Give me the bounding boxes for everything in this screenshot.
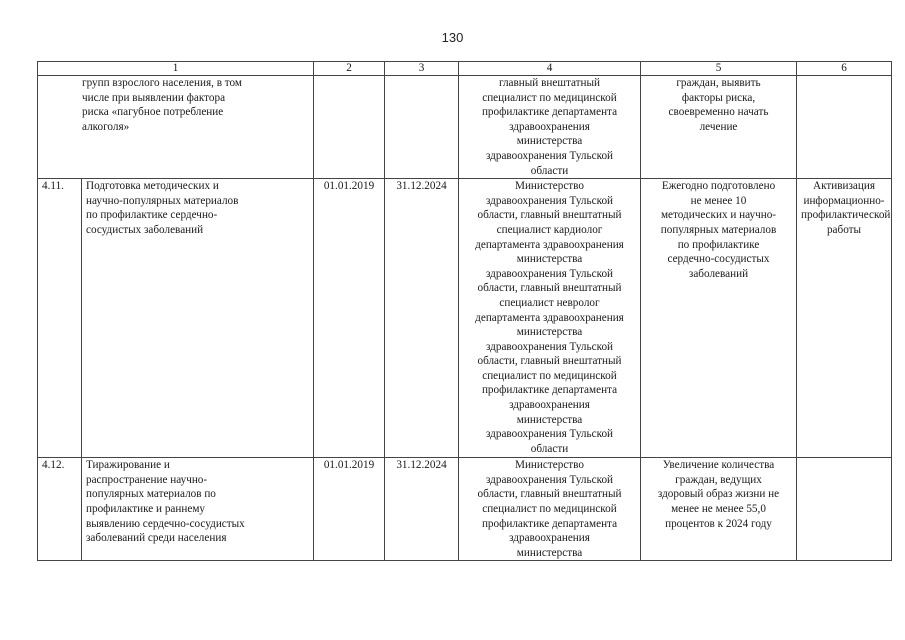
executor-line: департамента здравоохранения [475, 238, 624, 251]
link-cell [797, 76, 892, 179]
header-col-3: 3 [385, 62, 459, 76]
executor-line: министерства [516, 413, 583, 426]
executor-line: специалист по медицинской [482, 502, 617, 515]
result-line: популярных материалов [660, 223, 777, 236]
executor-line: специалист кардиолог [496, 223, 603, 236]
result-cell [641, 179, 797, 458]
table-row [38, 179, 892, 458]
measure-name-line: групп взрослого населения, в том [82, 77, 242, 89]
header-col-1: 1 [38, 62, 314, 76]
result-line: сердечно-сосудистых [667, 253, 770, 266]
result-cell [641, 458, 797, 561]
measure-name-line: сосудистых заболеваний [86, 223, 204, 236]
link-cell [797, 179, 892, 458]
executor-line: здравоохранения [509, 532, 590, 545]
result-line: по профилактике [677, 238, 760, 251]
measure-number-cell: 4.12. [38, 458, 82, 561]
executor-line: здравоохранения Тульской [485, 149, 614, 162]
measure-name-line: по профилактике сердечно- [86, 209, 218, 222]
executor-line: области, главный внештатный [477, 209, 622, 222]
result-cell [641, 76, 797, 179]
end-date-cell: 31.12.2024 [385, 179, 459, 458]
measure-name-cell [82, 458, 314, 561]
start-date-cell [314, 76, 385, 179]
executor-line: здравоохранения Тульской [485, 428, 614, 441]
link-line: информационно- [803, 194, 885, 207]
executor-line: министерства [516, 546, 583, 559]
executor-line: области, главный внештатный [477, 282, 622, 295]
result-line: граждан, ведущих [675, 473, 762, 486]
result-line: не менее 10 [690, 194, 747, 207]
executor-line: профилактике департамента [481, 106, 618, 119]
executor-line: здравоохранения [509, 399, 590, 412]
executor-line: министерства [516, 135, 583, 148]
executor-line: Министерство [515, 459, 584, 472]
link-line: Активизация [812, 180, 876, 193]
executor-line: департамента здравоохранения [475, 311, 624, 324]
measure-name-line: профилактике и раннему [86, 502, 205, 515]
result-line: методических и научно- [660, 209, 777, 222]
measure-name-line: заболеваний среди населения [86, 532, 227, 545]
executor-line: министерства [516, 326, 583, 339]
executor-line: здравоохранения Тульской [485, 473, 614, 486]
result-line: Ежегодно подготовлено [661, 180, 776, 193]
header-col-6: 6 [797, 62, 892, 76]
measure-name-line: выявлению сердечно-сосудистых [86, 517, 245, 530]
executor-line: министерства [516, 253, 583, 266]
measure-number-cell: 4.11. [38, 179, 82, 458]
executor-line: главный внештатный [498, 77, 601, 89]
executor-line: здравоохранения Тульской [485, 267, 614, 280]
executor-line: здравоохранения Тульской [485, 340, 614, 353]
result-line: менее не менее 55,0 [671, 502, 766, 515]
result-line: процентов к 2024 году [665, 517, 772, 530]
measure-name-line: Подготовка методических и [86, 180, 219, 193]
executor-line: профилактике департамента [481, 384, 618, 397]
header-col-5: 5 [641, 62, 797, 76]
link-line: работы [826, 223, 862, 236]
link-cell [797, 458, 892, 561]
executor-cell [459, 458, 641, 561]
start-date-cell: 01.01.2019 [314, 458, 385, 561]
executor-cell [459, 76, 641, 179]
executor-line: области, главный внештатный [477, 488, 622, 501]
link-line: профилактической [801, 209, 891, 222]
measure-name-line: алкоголя» [82, 120, 130, 133]
start-date-cell: 01.01.2019 [314, 179, 385, 458]
executor-line: специалист по медицинской [482, 91, 617, 104]
table-row [38, 76, 892, 179]
header-col-2: 2 [314, 62, 385, 76]
executor-line: здравоохранения Тульской [485, 194, 614, 207]
executor-line: специалист по медицинской [482, 369, 617, 382]
table-row [38, 458, 892, 561]
result-line: граждан, выявить [676, 77, 761, 89]
executor-line: Министерство [515, 180, 584, 193]
executor-line: профилактике департамента [481, 517, 618, 530]
measure-name-line: научно-популярных материалов [86, 194, 239, 207]
measure-name-line: числе при выявлении фактора [82, 91, 226, 104]
measure-name-line: распространение научно- [86, 473, 208, 486]
header-col-4: 4 [459, 62, 641, 76]
measure-name-line: Тиражирование и [86, 459, 170, 472]
executor-line: области, главный внештатный [477, 355, 622, 368]
result-line: Увеличение количества [662, 459, 775, 472]
executor-line: области [530, 442, 569, 455]
measure-name-line: популярных материалов по [86, 488, 216, 501]
result-line: заболеваний [688, 267, 749, 280]
result-line: здоровый образ жизни не [657, 488, 780, 501]
header-row [38, 62, 892, 76]
executor-line: области [530, 164, 569, 177]
result-line: своевременно начать [668, 106, 769, 119]
executor-line: специалист невролог [499, 296, 600, 309]
result-line: лечение [699, 120, 738, 133]
result-line: факторы риска, [681, 91, 756, 104]
page-number: 130 [441, 30, 464, 45]
executor-cell [459, 179, 641, 458]
measure-name-cell [82, 179, 314, 458]
executor-line: здравоохранения [509, 120, 590, 133]
measures-table [37, 61, 892, 561]
end-date-cell [385, 76, 459, 179]
measure-name-line: риска «пагубное потребление [82, 106, 224, 119]
end-date-cell: 31.12.2024 [385, 458, 459, 561]
measure-name-cell [38, 76, 314, 179]
